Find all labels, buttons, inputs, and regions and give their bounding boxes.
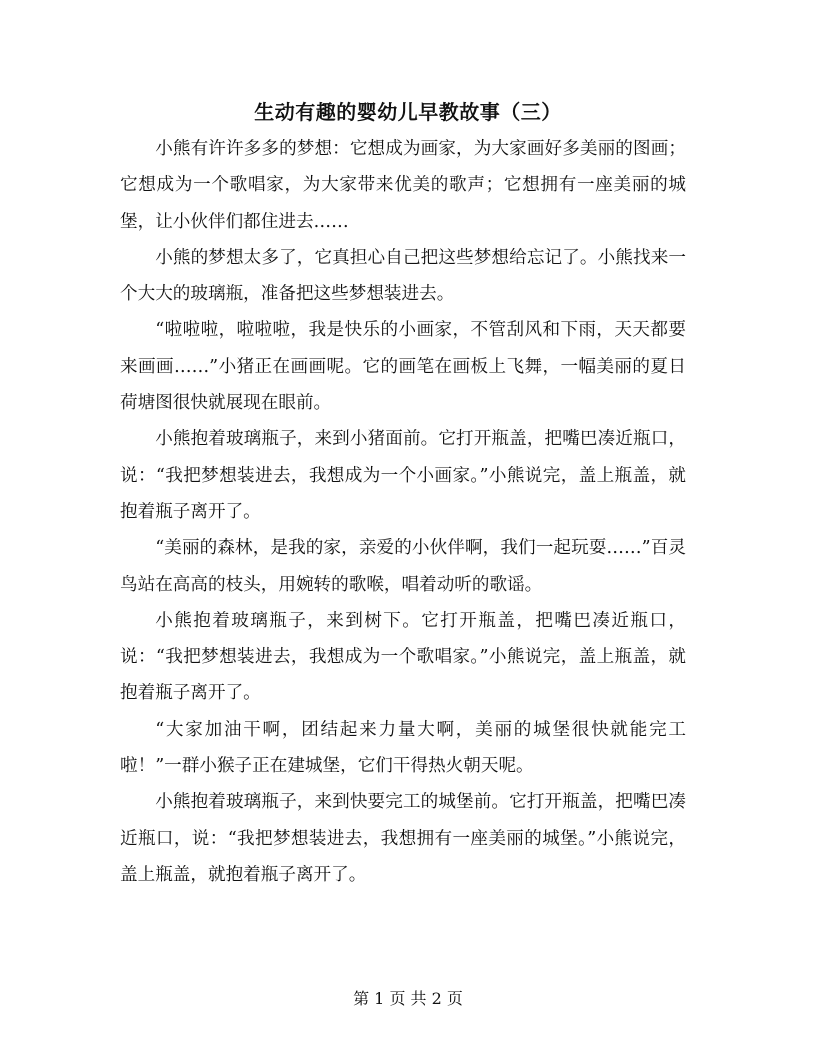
paragraph-1: 小熊有许许多多的梦想：它想成为画家，为大家画好多美丽的图画；它想成为一个歌唱家，为大家带来优美的歌声；它想拥有一座美丽的城堡，让小伙伴们都住进去…… xyxy=(120,139,686,232)
story-body xyxy=(120,131,686,893)
page-title: 生动有趣的婴幼儿早教故事（三） xyxy=(254,100,562,124)
paragraph-8: 小熊抱着玻璃瓶子，来到快要完工的城堡前。它打开瓶盖，把嘴巴凑近瓶口，说：“我把梦想装进去，我想拥有一座美丽的城堡。”小熊说完，盖上瓶盖，就抱着瓶子离开了。 xyxy=(120,792,686,885)
paragraph-7: “大家加油干啊，团结起来力量大啊，美丽的城堡很快就能完工啦！”一群小猴子正在建城堡，它们干得热火朝天呢。 xyxy=(120,719,686,777)
page-number-footer: 第 1 页 共 2 页 xyxy=(353,989,463,1008)
paragraph-6: 小熊抱着玻璃瓶子，来到树下。它打开瓶盖，把嘴巴凑近瓶口，说：“我把梦想装进去，我想成为一个歌唱家。”小熊说完，盖上瓶盖，就抱着瓶子离开了。 xyxy=(120,610,686,704)
paragraph-4: 小熊抱着玻璃瓶子，来到小猪面前。它打开瓶盖，把嘴巴凑近瓶口，说：“我把梦想装进去，我想成为一个小画家。”小熊说完，盖上瓶盖，就抱着瓶子离开了。 xyxy=(120,429,686,522)
paragraph-2: 小熊的梦想太多了，它真担心自己把这些梦想给忘记了。小熊找来一个大大的玻璃瓶，准备把这些梦想装进去。 xyxy=(120,247,686,305)
paragraph-5: “美丽的森林，是我的家，亲爱的小伙伴啊，我们一起玩耍……”百灵鸟站在高高的枝头，用婉转的歌喉，唱着动听的歌谣。 xyxy=(120,538,686,595)
paragraph-3: “啦啦啦，啦啦啦，我是快乐的小画家，不管刮风和下雨，天天都要来画画……”小猪正在画画呢。它的画笔在画板上飞舞，一幅美丽的夏日荷塘图很快就展现在眼前。 xyxy=(120,320,686,414)
